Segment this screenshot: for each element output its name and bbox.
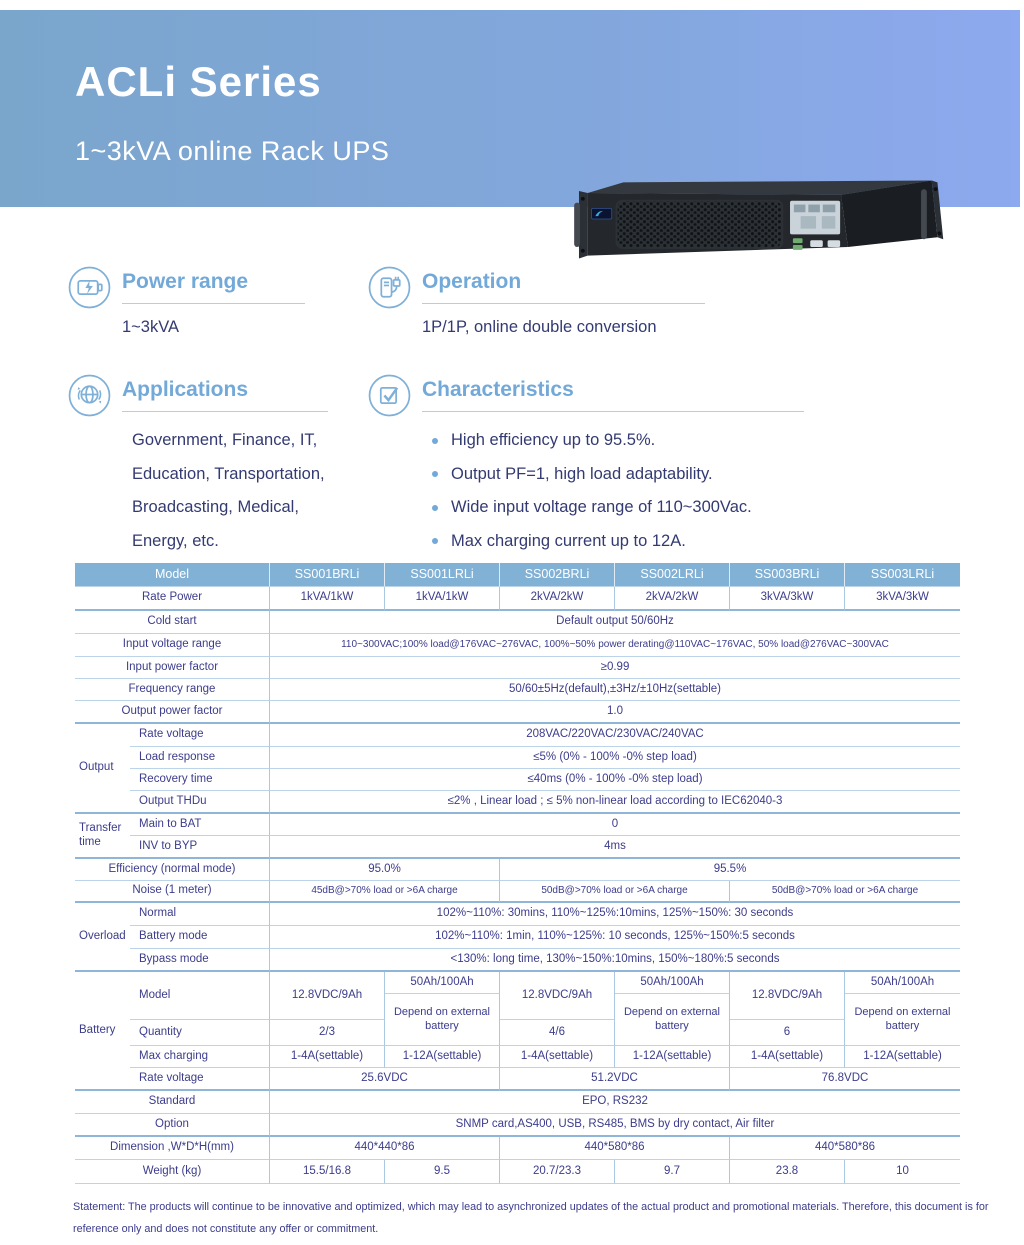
battery-model: 50Ah/100Ah [615,972,730,994]
power-adapter-icon [368,266,411,309]
spec-value: 1kVA/1kW [385,587,500,611]
spec-value: ≤40ms (0% - 100% -0% step load) [270,769,960,791]
spec-value: 23.8 [730,1160,845,1184]
battery-model: 50Ah/100Ah [385,972,500,994]
spec-label: Load response [130,747,270,769]
spec-value: 15.5/16.8 [270,1160,385,1184]
spec-value: 2kVA/2kW [500,587,615,611]
spec-value: 25.6VDC [270,1068,500,1091]
page-subtitle: 1~3kVA online Rack UPS [75,136,390,166]
spec-value: 50dB@>70% load or >6A charge [730,881,960,903]
characteristic-item [432,525,752,559]
checkbox-icon [368,374,411,417]
spec-value: Default output 50/60Hz [270,611,960,634]
col-header-model: Model [75,563,270,587]
spec-value: 440*440*86 [270,1137,500,1160]
applications-line: Broadcasting, Medical, [132,498,299,516]
spec-label: Option [75,1114,270,1137]
spec-value: 1-4A(settable) [500,1046,615,1068]
characteristic-text: High efficiency up to 95.5%. [451,431,656,449]
col-header: SS003LRLi [845,563,960,587]
spec-label: Output power factor [75,701,270,724]
spec-label: Max charging [130,1046,270,1068]
spec-value: 51.2VDC [500,1068,730,1091]
bullet-icon [432,538,438,544]
applications-line: Education, Transportation, [132,464,325,483]
power-range-value: 1~3kVA [122,318,180,336]
spec-value: 1kVA/1kW [270,587,385,611]
battery-note: Depend on external battery [845,994,960,1046]
spec-label: Model [130,972,270,1020]
spec-value: 1.0 [270,701,960,724]
spec-label: Rate voltage [130,724,270,747]
battery-note: Depend on external battery [385,994,500,1046]
spec-value: <130%: long time, 130%~150%:10mins, 150%~180%:5 seconds [270,949,960,972]
spec-label: Output THDu [130,791,270,814]
spec-label: Input voltage range [75,634,270,657]
applications-rule [122,411,328,412]
spec-value: 3kVA/3kW [845,587,960,611]
operation-value: 1P/1P, online double conversion [422,318,657,336]
battery-model: 50Ah/100Ah [845,972,960,994]
spec-label: Main to BAT [130,814,270,836]
spec-label: Noise (1 meter) [75,881,270,903]
col-header: SS001LRLi [385,563,500,587]
characteristics-rule [422,411,804,412]
bullet-icon [432,471,438,477]
spec-label: Rate Power [75,587,270,611]
characteristics-list [432,424,752,558]
bullet-icon [432,505,438,511]
spec-value: 9.7 [615,1160,730,1184]
spec-value: 10 [845,1160,960,1184]
spec-table [75,563,960,1184]
battery-note: Depend on external battery [615,994,730,1046]
spec-label: Quantity [130,1020,270,1046]
battery-model: 12.8VDC/9Ah [730,972,845,1020]
legal-statement: Statement: The products will continue to be innovative and optimized, which may lead to asynchronized updates of the actual product and promotional materials. Therefore, this document is for reference only and does not constitute any offer or commitment. [73,1201,989,1235]
characteristic-text: Wide input voltage range of 110~300Vac. [451,498,752,516]
spec-value: 1-12A(settable) [845,1046,960,1068]
battery-charging-icon [68,266,111,309]
spec-value: ≤5% (0% - 100% -0% step load) [270,747,960,769]
spec-label: Weight (kg) [75,1160,270,1184]
col-header: SS002BRLi [500,563,615,587]
spec-value: 440*580*86 [500,1137,730,1160]
spec-value: 45dB@>70% load or >6A charge [270,881,500,903]
spec-value: 4ms [270,836,960,859]
applications-line: Energy, etc. [132,531,219,550]
spec-value: 95.5% [500,859,960,881]
rack-ups-illustration [558,166,970,272]
spec-label: Frequency range [75,679,270,701]
col-header: SS001BRLi [270,563,385,587]
spec-label: Dimension ,W*D*H(mm) [75,1137,270,1160]
spec-value: 50dB@>70% load or >6A charge [500,881,730,903]
spec-label: Standard [75,1091,270,1114]
product-image [558,166,970,272]
spec-label: Rate voltage [130,1068,270,1091]
spec-value: 1-4A(settable) [730,1046,845,1068]
spec-value: EPO, RS232 [270,1091,960,1114]
battery-quantity: 4/6 [500,1020,615,1046]
battery-quantity: 6 [730,1020,845,1046]
col-header: SS002LRLi [615,563,730,587]
spec-value: 1-12A(settable) [615,1046,730,1068]
characteristic-item [432,491,752,525]
spec-value: 102%~110%: 1min, 110%~125%: 10 seconds, 125%~150%:5 seconds [270,926,960,949]
characteristic-text: Output PF=1, high load adaptability. [451,464,713,483]
spec-label: Bypass mode [130,949,270,972]
applications-title: Applications [122,378,249,401]
spec-value: 440*580*86 [730,1137,960,1160]
spec-label: Recovery time [130,769,270,791]
power-range-rule [122,303,305,304]
spec-value: 102%~110%: 30mins, 110%~125%:10mins, 125%~150%: 30 seconds [270,903,960,926]
operation-rule [422,303,705,304]
group-label-battery: Battery [75,972,130,1091]
spec-value: 9.5 [385,1160,500,1184]
spec-value: ≤2% , Linear load ; ≤ 5% non-linear load according to IEC62040-3 [270,791,960,814]
spec-label: Efficiency (normal mode) [75,859,270,881]
characteristics-title: Characteristics [422,378,574,401]
characteristic-item [432,424,752,458]
spec-value: SNMP card,AS400, USB, RS485, BMS by dry contact, Air filter [270,1114,960,1137]
spec-value: 208VAC/220VAC/230VAC/240VAC [270,724,960,747]
spec-value: 1-12A(settable) [385,1046,500,1068]
battery-model: 12.8VDC/9Ah [270,972,385,1020]
spec-label: Normal [130,903,270,926]
spec-label: INV to BYP [130,836,270,859]
spec-value: 110~300VAC;100% load@176VAC~276VAC, 100%~50% power derating@110VAC~176VAC, 50% load@276VAC~300VAC [270,634,960,657]
spec-value: 3kVA/3kW [730,587,845,611]
operation-title: Operation [422,270,522,293]
page-title: ACLi Series [75,58,322,105]
group-label-transfer-time: Transfer time [75,814,130,859]
group-label-overload: Overload [75,903,130,972]
applications-line: Government, Finance, IT, [132,431,318,449]
col-header: SS003BRLi [730,563,845,587]
spec-value: ≥0.99 [270,657,960,679]
spec-label: Cold start [75,611,270,634]
bullet-icon [432,438,438,444]
spec-value: 95.0% [270,859,500,881]
characteristic-item [432,458,752,492]
spec-value: 20.7/23.3 [500,1160,615,1184]
characteristic-text: Max charging current up to 12A. [451,531,686,550]
spec-value: 2kVA/2kW [615,587,730,611]
power-range-title: Power range [122,270,249,293]
spec-value: 0 [270,814,960,836]
globe-icon [68,374,111,417]
applications-list [132,424,325,558]
spec-label: Battery mode [130,926,270,949]
spec-value: 1-4A(settable) [270,1046,385,1068]
spec-value: 50/60±5Hz(default),±3Hz/±10Hz(settable) [270,679,960,701]
battery-model: 12.8VDC/9Ah [500,972,615,1020]
battery-quantity: 2/3 [270,1020,385,1046]
group-label-output: Output [75,724,130,814]
spec-label: Input power factor [75,657,270,679]
spec-value: 76.8VDC [730,1068,960,1091]
